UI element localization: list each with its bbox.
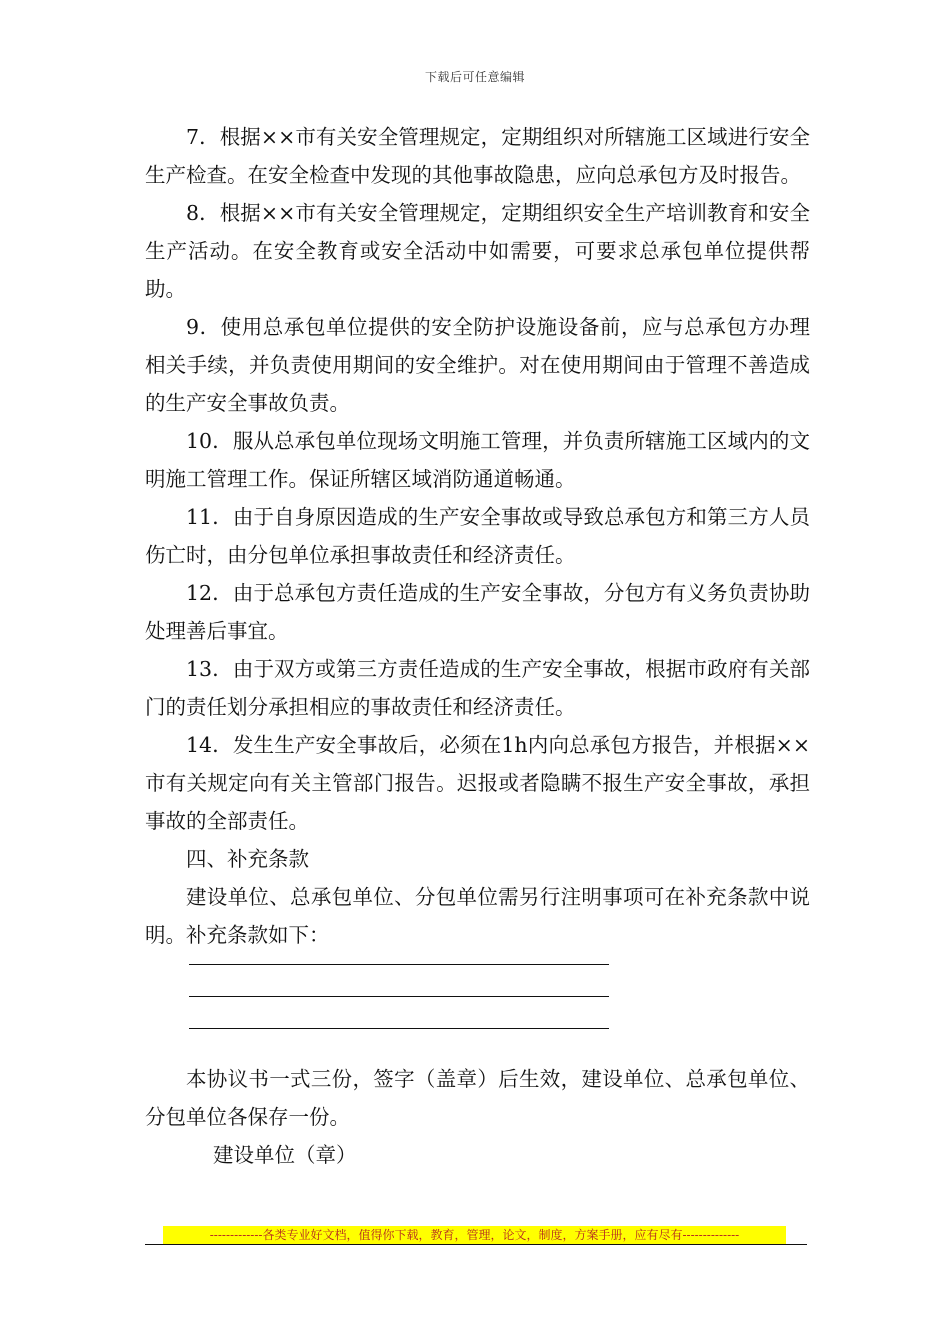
clause-10: 10．服从总承包单位现场文明施工管理，并负责所辖施工区域内的文明施工管理工作。保证所辖区域消防通道畅通。 [145, 429, 810, 491]
signature-label: 建设单位（章） [213, 1143, 357, 1167]
fill-in-line [189, 964, 609, 965]
supplementary-intro: 建设单位、总承包单位、分包单位需另行注明事项可在补充条款中说明。补充条款如下： [145, 885, 810, 947]
footer-banner: -------------各类专业好文档，值得你下载，教育，管理，论文，制度，方案手册，应有尽有-------------- [163, 1226, 786, 1244]
clause-9: 9．使用总承包单位提供的安全防护设施设备前，应与总承包方办理相关手续，并负责使用期间的安全维护。对在使用期间由于管理不善造成的生产安全事故负责。 [145, 315, 810, 415]
clause-12: 12．由于总承包方责任造成的生产安全事故，分包方有义务负责协助处理善后事宜。 [145, 581, 810, 643]
document-body [145, 118, 810, 1174]
closing-paragraph: 本协议书一式三份，签字（盖章）后生效，建设单位、总承包单位、分包单位各保存一份。 [145, 1067, 810, 1129]
clause-11: 11．由于自身原因造成的生产安全事故或导致总承包方和第三方人员伤亡时，由分包单位承担事故责任和经济责任。 [145, 505, 810, 567]
footer-divider [145, 1244, 807, 1245]
clause-13: 13．由于双方或第三方责任造成的生产安全事故，根据市政府有关部门的责任划分承担相应的事故责任和经济责任。 [145, 657, 810, 719]
fill-in-line [189, 996, 609, 997]
page-header: 下载后可任意编辑 [424, 70, 525, 84]
clause-7: 7．根据××市有关安全管理规定，定期组织对所辖施工区域进行安全生产检查。在安全检查中发现的其他事故隐患，应向总承包方及时报告。 [145, 125, 810, 187]
fill-in-lines [189, 964, 810, 1029]
section-heading-supplementary: 四、补充条款 [186, 847, 309, 871]
fill-in-line [189, 1028, 609, 1029]
clause-14: 14．发生生产安全事故后，必须在1h内向总承包方报告，并根据××市有关规定向有关主管部门报告。迟报或者隐瞒不报生产安全事故，承担事故的全部责任。 [145, 733, 810, 833]
clause-8: 8．根据××市有关安全管理规定，定期组织安全生产培训教育和安全生产活动。在安全教育或安全活动中如需要，可要求总承包单位提供帮助。 [145, 201, 810, 301]
